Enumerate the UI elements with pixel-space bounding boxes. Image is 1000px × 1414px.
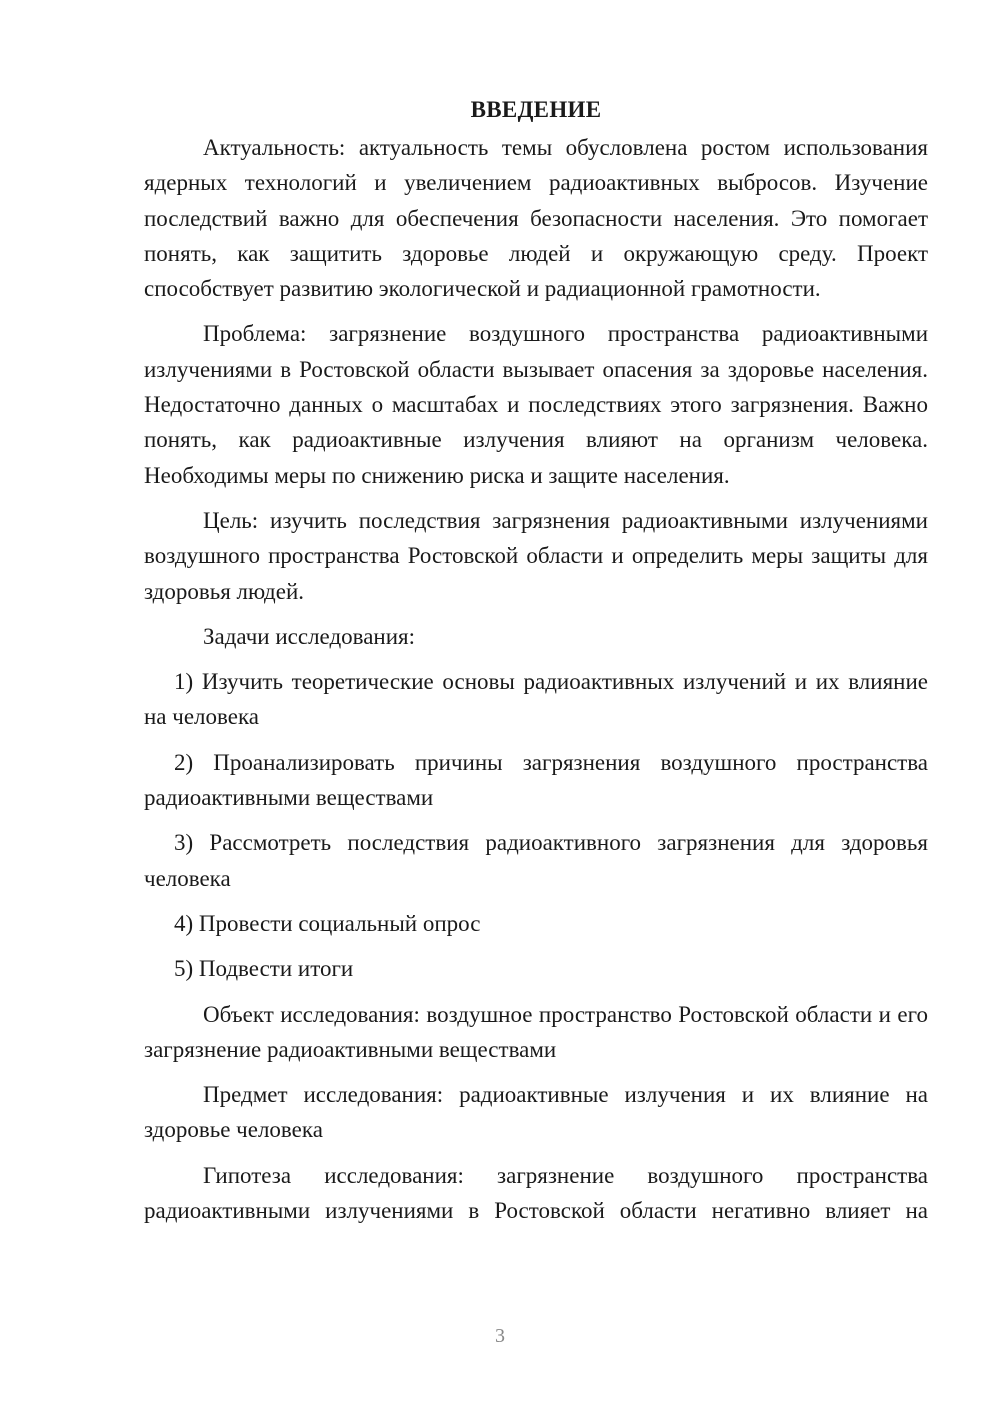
- problem-paragraph: Проблема: загрязнение воздушного пространства радиоактивными излучениями в Ростовской области вызывает опасения за здоровье населения. Недостаточно данных о масштабах и последствиях этого загрязнения. Важно понять, как радиоактивные излучения влияют на организм человека. Необходимы меры по снижению риска и защите населения.: [144, 321, 928, 488]
- task-item-4: 4) Провести социальный опрос: [174, 910, 481, 936]
- hypothesis-paragraph: Гипотеза исследования: загрязнение воздушного пространства радиоактивными излучениями в Ростовской области негативно влияет на: [144, 1162, 928, 1224]
- object-paragraph: Объект исследования: воздушное пространство Ростовской области и его загрязнение радиоактивными веществами: [144, 1001, 928, 1062]
- task-item-3: 3) Рассмотреть последствия радиоактивного загрязнения для здоровья человека: [144, 830, 928, 891]
- task-item-2: 2) Проанализировать причины загрязнения воздушного пространства радиоактивными веществами: [144, 749, 928, 811]
- page-number: 3: [495, 1325, 505, 1347]
- subject-paragraph: Предмет исследования: радиоактивные излучения и их влияние на здоровье человека: [144, 1082, 928, 1143]
- relevance-paragraph: Актуальность: актуальность темы обусловлена ростом использования ядерных технологий и увеличением радиоактивных выбросов. Изучение последствий важно для обеспечения безопасности населения. Это помогает понять, как защитить здоровье людей и окружающую среду. Проект способствует развитию экологической и радиационной грамотности.: [144, 135, 928, 302]
- task-item-1: 1) Изучить теоретические основы радиоактивных излучений и их влияние на человека: [144, 669, 928, 730]
- goal-paragraph: Цель: изучить последствия загрязнения радиоактивными излучениями воздушного пространства Ростовской области и определить меры защиты для здоровья людей.: [144, 507, 928, 604]
- tasks-heading: Задачи исследования:: [203, 623, 416, 649]
- document-page: [144, 92, 928, 1228]
- document-title: ВВЕДЕНИЕ: [470, 97, 602, 122]
- task-item-5: 5) Подвести итоги: [174, 956, 354, 982]
